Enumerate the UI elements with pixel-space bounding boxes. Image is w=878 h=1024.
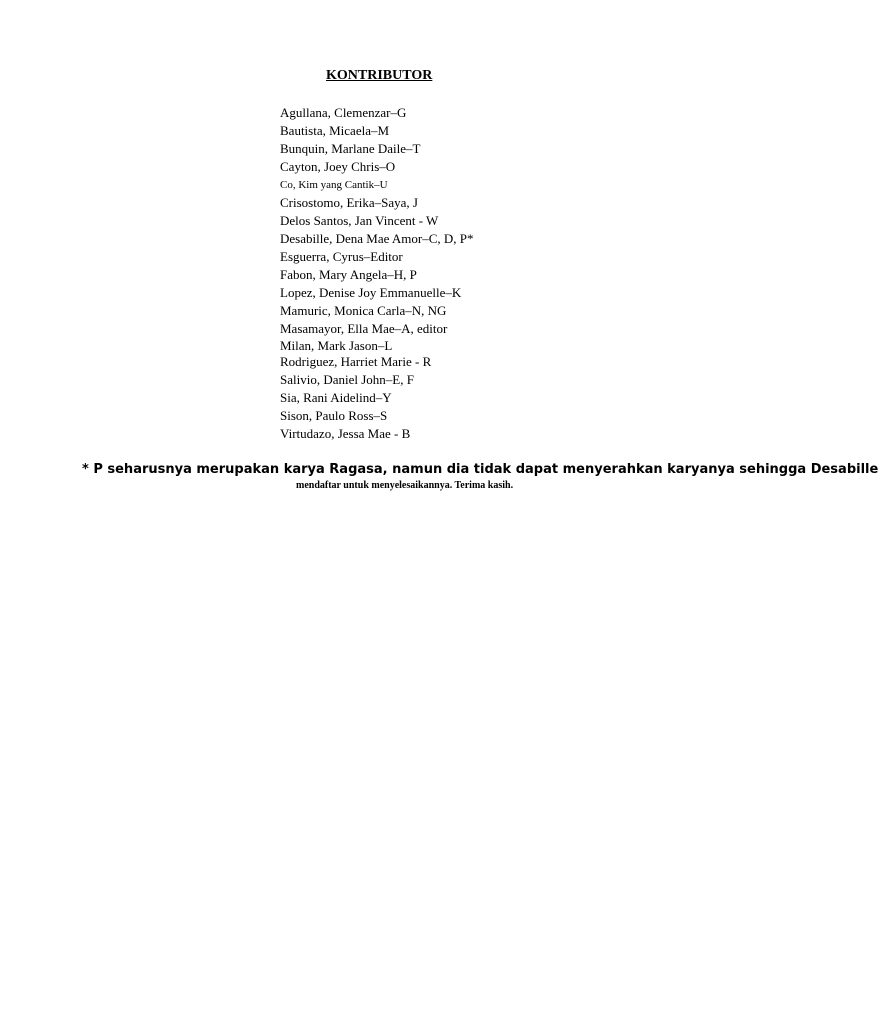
list-item: Agullana, Clemenzar–G xyxy=(280,105,407,120)
list-item: Desabille, Dena Mae Amor–C, D, P* xyxy=(280,231,474,246)
list-item: Sison, Paulo Ross–S xyxy=(280,408,388,423)
list-item: Cayton, Joey Chris–O xyxy=(280,159,396,174)
list-item: Delos Santos, Jan Vincent - W xyxy=(280,213,439,228)
list-item: Bunquin, Marlane Daile–T xyxy=(280,141,421,156)
page-title: KONTRIBUTOR xyxy=(326,68,433,83)
footnote-continuation: mendaftar untuk menyelesaikannya. Terima kasih. xyxy=(296,480,514,491)
list-item: Rodriguez, Harriet Marie - R xyxy=(280,354,432,369)
list-item: Masamayor, Ella Mae–A, editor xyxy=(280,321,448,336)
list-item: Co, Kim yang Cantik–U xyxy=(280,179,388,191)
list-item: Milan, Mark Jason–L xyxy=(280,338,393,353)
list-item: Crisostomo, Erika–Saya, J xyxy=(280,195,418,210)
list-item: Virtudazo, Jessa Mae - B xyxy=(280,426,411,441)
contributor-list xyxy=(280,104,474,443)
list-item: Bautista, Micaela–M xyxy=(280,123,390,138)
list-item: Lopez, Denise Joy Emmanuelle–K xyxy=(280,285,462,300)
list-item: Mamuric, Monica Carla–N, NG xyxy=(280,303,447,318)
list-item: Fabon, Mary Angela–H, P xyxy=(280,267,417,282)
list-item: Salivio, Daniel John–E, F xyxy=(280,372,414,387)
footnote: * P seharusnya merupakan karya Ragasa, namun dia tidak dapat menyerahkan karyanya sehingga Desabille xyxy=(82,462,878,477)
list-item: Sia, Rani Aidelind–Y xyxy=(280,390,392,405)
list-item: Esguerra, Cyrus–Editor xyxy=(280,249,403,264)
